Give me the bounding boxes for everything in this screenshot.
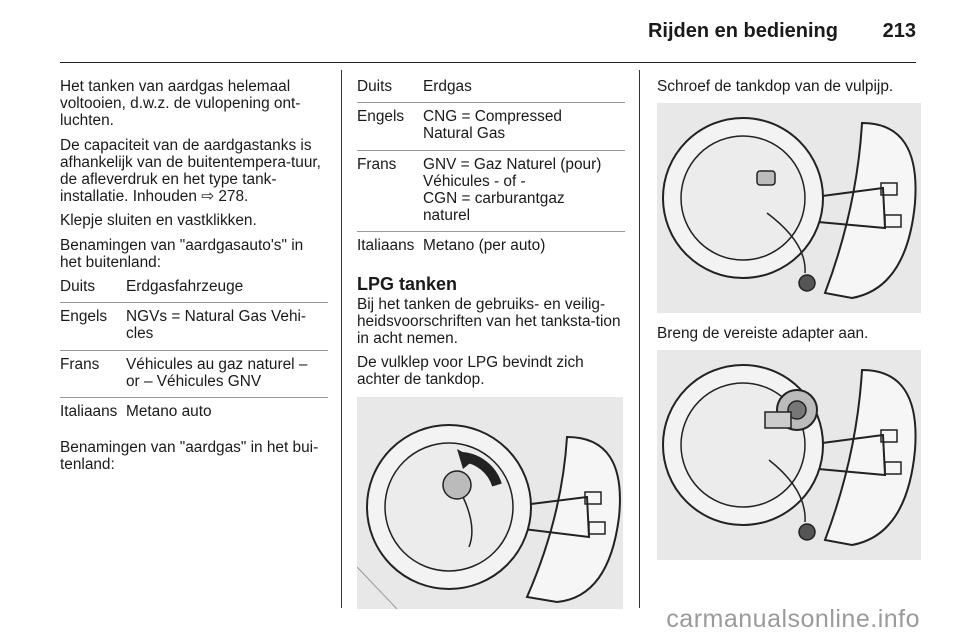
paragraph-fit-adapter: Breng de vereiste adapter aan. xyxy=(657,325,869,343)
paragraph-unscrew-cap: Schroef de tankdop van de vulpijp. xyxy=(657,78,894,95)
paragraph-tank-capacity: De capaciteit van de aardgastanks is afhankelijk van de buitentempera-tuur, de afleverdruk en het type tank-installatie. Inhouden ⇨ 278. xyxy=(60,136,321,206)
table-row: Engels CNG = Compressed Natural Gas xyxy=(357,103,625,150)
section-title: Rijden en bediening xyxy=(647,20,838,42)
vehicle-names-table xyxy=(60,278,328,427)
page-reference-arrow-icon[interactable]: ⇨ xyxy=(201,188,215,206)
column-2 xyxy=(357,78,625,621)
gas-names-table xyxy=(357,78,625,262)
figure-adapter-fitted xyxy=(657,350,921,560)
table-row: Frans GNV = Gaz Naturel (pour) Véhicules - of - CGN = carburantgaz naturel xyxy=(357,150,625,232)
column-3 xyxy=(657,78,921,572)
figure-fuel-flap-unscrew xyxy=(357,397,623,609)
page-header xyxy=(60,0,916,63)
section-heading-lpg: LPG tanken xyxy=(357,273,458,294)
fuel-flap-illustration xyxy=(357,397,623,609)
paragraph-vehicle-names-intro: Benamingen van "aardgasauto's" in het buitenland: xyxy=(60,236,304,271)
paragraph-valve-location: De vulklep voor LPG bevindt zich achter de tankdop. xyxy=(357,354,584,389)
table-row: Duits Erdgas xyxy=(357,78,625,103)
paragraph-safety: Bij het tanken de gebruiks- en veilig-heidsvoorschriften van het tanksta-tion in acht nemen. xyxy=(357,295,621,348)
column-1 xyxy=(60,78,328,481)
table-row: Italiaans Metano auto xyxy=(60,403,212,421)
column-divider-1 xyxy=(341,70,342,608)
page-number: 213 xyxy=(882,20,916,42)
cap-removed-illustration xyxy=(657,103,921,313)
table-row: Frans Véhicules au gaz naturel – or – Véhicules GNV xyxy=(60,350,328,397)
paragraph-close-flap: Klepje sluiten en vastklikken. xyxy=(60,212,257,230)
adapter-fitted-illustration xyxy=(657,350,921,560)
column-divider-2 xyxy=(639,70,640,608)
watermark: carmanualsonline.info xyxy=(666,605,920,633)
page-reference-link[interactable]: 278. xyxy=(214,188,249,206)
paragraph-gas-names-intro: Benamingen van "aardgas" in het bui-tenland: xyxy=(60,439,319,474)
paragraph-complete-refuel: Het tanken van aardgas helemaal voltooien, d.w.z. de vulopening ont-luchten. xyxy=(60,78,301,130)
table-row: Engels NGVs = Natural Gas Vehi- cles xyxy=(60,303,328,350)
figure-cap-removed xyxy=(657,103,921,313)
table-row: Duits Erdgasfahrzeuge xyxy=(60,278,328,303)
table-row: Italiaans Metano (per auto) xyxy=(357,237,546,255)
